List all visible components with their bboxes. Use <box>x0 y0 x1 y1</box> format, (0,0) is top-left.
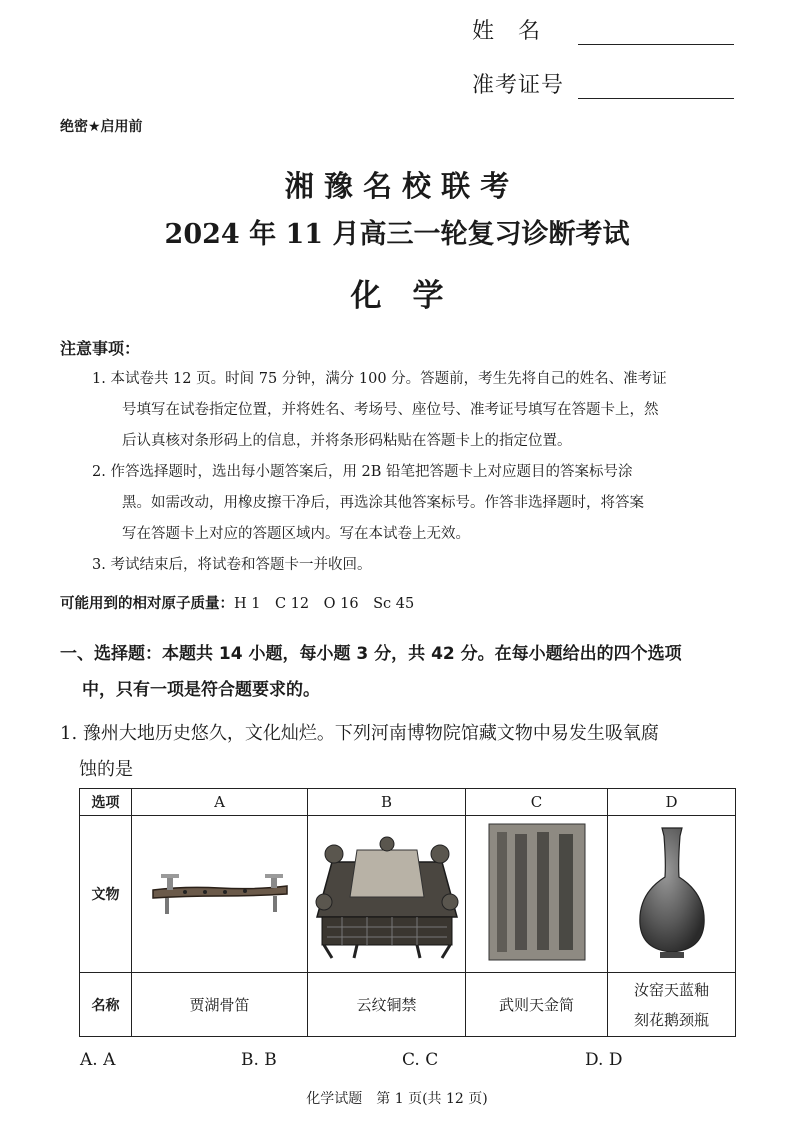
section-1-line-1: 一、选择题：本题共 14 小题，每小题 3 分，共 42 分。在每小题给出的四个选项 <box>60 644 682 664</box>
notice-item-3: 3. 考试结束后，将试卷和答题卡一并收回。 <box>92 557 372 573</box>
notice-item-1-line-2: 号填写在试卷指定位置，并将姓名、考场号、座位号、准考证号填写在答题卡上，然 <box>122 402 659 418</box>
subject-title: 化 学 <box>350 278 444 314</box>
section-1-line-2: 中，只有一项是符合题要求的。 <box>82 680 320 700</box>
option-d-header: D <box>608 789 736 816</box>
choice-c[interactable]: C. C <box>402 1050 439 1070</box>
name-field[interactable] <box>578 44 734 45</box>
notice-heading: 注意事项： <box>60 339 141 358</box>
notice-item-1-line-1: 1. 本试卷共 12 页。时间 75 分钟，满分 100 分。答题前，考生先将自己的姓名、准考证 <box>92 371 667 387</box>
question-1-line-1: 1. 豫州大地历史悠久，文化灿烂。下列河南博物院馆藏文物中易发生吸氧腐 <box>60 723 659 744</box>
row-head-option: 选项 <box>80 789 132 816</box>
table-row-names <box>80 973 736 1037</box>
option-a-header: A <box>132 789 308 816</box>
name-d-line-2: 刻花鹅颈瓶 <box>633 1010 709 1029</box>
choice-b[interactable]: B. B <box>241 1050 277 1070</box>
artifact-d-image <box>608 816 736 973</box>
choice-a[interactable]: A. A <box>80 1050 116 1070</box>
name-b: 云纹铜禁 <box>308 973 466 1037</box>
artifact-b-image <box>308 816 466 973</box>
name-c: 武则天金简 <box>466 973 608 1037</box>
atomic-masses-values: H 1 C 12 O 16 Sc 45 <box>234 596 415 612</box>
name-d <box>608 973 736 1037</box>
bone-flute-image <box>145 862 295 922</box>
row-head-artifact: 文物 <box>80 816 132 973</box>
question-1-table <box>79 788 736 1037</box>
artifact-a-image <box>132 816 308 973</box>
question-1-stem <box>60 716 750 788</box>
notice-list <box>92 364 742 581</box>
exam-id-field[interactable] <box>578 98 734 99</box>
page-footer: 化学试题 第 1 页(共 12 页) <box>306 1091 488 1107</box>
name-label: 姓 名 <box>472 19 542 44</box>
artifact-c-image <box>466 816 608 973</box>
row-head-name: 名称 <box>80 973 132 1037</box>
exam-id-label: 准考证号 <box>472 73 565 98</box>
atomic-masses-label: 可能用到的相对原子质量： <box>60 596 234 612</box>
choice-d[interactable]: D. D <box>585 1050 623 1070</box>
gold-slip-image <box>487 822 587 962</box>
section-1-instructions <box>60 636 750 708</box>
atomic-masses <box>60 592 414 613</box>
exam-title: 湘 豫 名 校 联 考 <box>284 169 510 203</box>
notice-item-2-line-1: 2. 作答选择题时，选出每小题答案后，用 2B 铅笔把答题卡上对应题目的答案标号涂 <box>92 464 633 480</box>
secret-mark: 绝密★启用前 <box>60 119 143 135</box>
table-row-artifacts <box>80 816 736 973</box>
name-a: 贾湖骨笛 <box>132 973 308 1037</box>
notice-item-2-line-2: 黑。如需改动，用橡皮擦干净后，再选涂其他答案标号。作答非选择题时，将答案 <box>122 495 644 511</box>
name-d-line-1: 汝窑天蓝釉 <box>633 980 709 999</box>
question-1-line-2: 蚀的是 <box>79 759 133 780</box>
option-b-header: B <box>308 789 466 816</box>
bronze-altar-image <box>312 822 462 962</box>
exam-subtitle: 2024 年 11 月高三一轮复习诊断考试 <box>164 219 630 250</box>
celadon-vase-image <box>632 822 712 962</box>
notice-item-1-line-3: 后认真核对条形码上的信息，并将条形码粘贴在答题卡上的指定位置。 <box>122 433 572 449</box>
notice-item-2-line-3: 写在答题卡上对应的答题区域内。写在本试卷上无效。 <box>122 526 470 542</box>
option-c-header: C <box>466 789 608 816</box>
table-row-options <box>80 789 736 816</box>
